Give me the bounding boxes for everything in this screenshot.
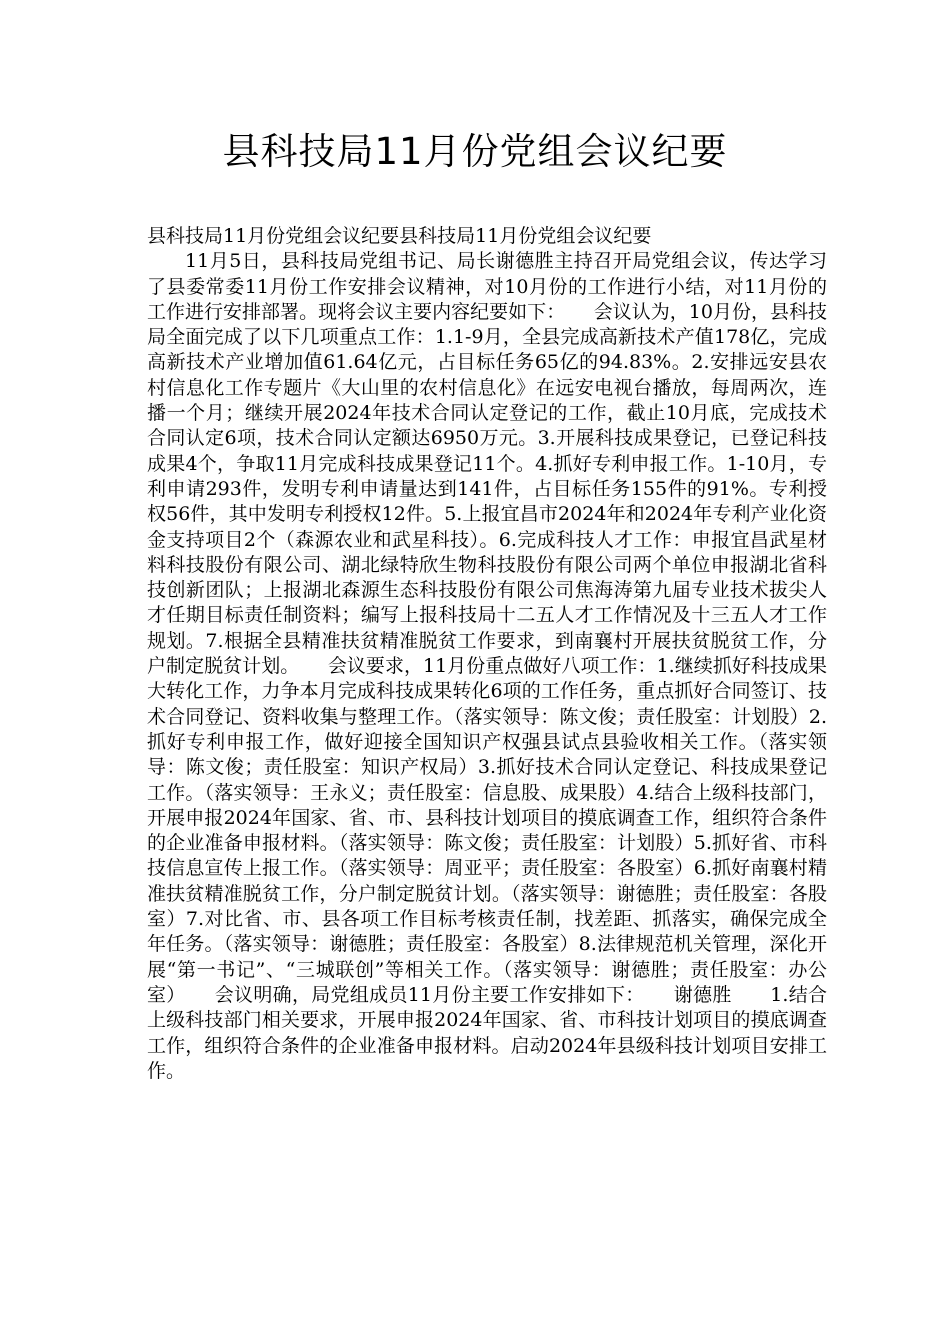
document-body (147, 224, 827, 1084)
body-paragraph: 11月5日，县科技局党组书记、局长谢德胜主持召开局党组会议，传达学习了县委常委11月份工作安排会议精神，对10月份的工作进行小结，对11月份的工作进行安排部署。现将会议主要内容纪要如下： 会议认为，10月份，县科技局全面完成了以下几项重点工作：1.1-9月，全县完成高新技术产值178亿，完成高新技术产业增加值61.64亿元，占目标任务65亿的94.83%。2.安排远安县农村信息化工作专题片《大山里的农村信息化》在远安电视台播放，每周两次，连播一个月；继续开展2024年技术合同认定登记的工作，截止10月底，完成技术合同认定6项，技术合同认定额达6950万元。3.开展科技成果登记，已登记科技成果4个，争取11月完成科技成果登记11个。4.抓好专利申报工作。1-10月，专利申请293件，发明专利申请量达到141件，占目标任务155件的91%。专利授权56件，其中发明专利授权12件。5.上报宜昌市2024年和2024年专利产业化资金支持项目2个（森源农业和武星科技）。6.完成科技人才工作：申报宜昌武星材料科技股份有限公司、湖北绿特欣生物科技股份有限公司两个单位申报湖北省科技创新团队；上报湖北森源生态科技股份有限公司焦海涛第九届专业技术拔尖人才任期目标责任制资料；编写上报科技局十二五人才工作情况及十三五人才工作规划。7.根据全县精准扶贫精准脱贫工作要求，到南襄村开展扶贫脱贫工作，分户制定脱贫计划。 会议要求，11月份重点做好八项工作：1.继续抓好科技成果大转化工作，力争本月完成科技成果转化6项的工作任务，重点抓好合同签订、技术合同登记、资料收集与整理工作。（落实领导：陈文俊；责任股室：计划股）2.抓好专利申报工作，做好迎接全国知识产权强县试点县验收相关工作。（落实领导：陈文俊；责任股室：知识产权局）3.抓好技术合同认定登记、科技成果登记工作。（落实领导：王永义；责任股室：信息股、成果股）4.结合上级科技部门，开展申报2024年国家、省、市、县科技计划项目的摸底调查工作，组织符合条件的企业准备申报材料。（落实领导：陈文俊；责任股室：计划股）5.抓好省、市科技信息宣传上报工作。（落实领导：周亚平；责任股室：各股室）6.抓好南襄村精准扶贫精准脱贫工作，分户制定脱贫计划。（落实领导：谢德胜；责任股室：各股室）7.对比省、市、县各项工作目标考核责任制，找差距、抓落实，确保完成全年任务。（落实领导：谢德胜；责任股室：各股室）8.法律规范机关管理，深化开展“第一书记”、“三城联创”等相关工作。（落实领导：谢德胜；责任股室：办公室） 会议明确，局党组成员11月份主要工作安排如下： 谢德胜 1.结合上级科技部门相关要求，开展申报2024年国家、省、市科技计划项目的摸底调查工作，组织符合条件的企业准备申报材料。启动2024年县级科技计划项目安排工作。 (147, 250, 827, 1082)
repeated-title-line: 县科技局11月份党组会议纪要县科技局11月份党组会议纪要 (147, 225, 652, 247)
document-title: 县科技局11月份党组会议纪要 (222, 130, 728, 173)
